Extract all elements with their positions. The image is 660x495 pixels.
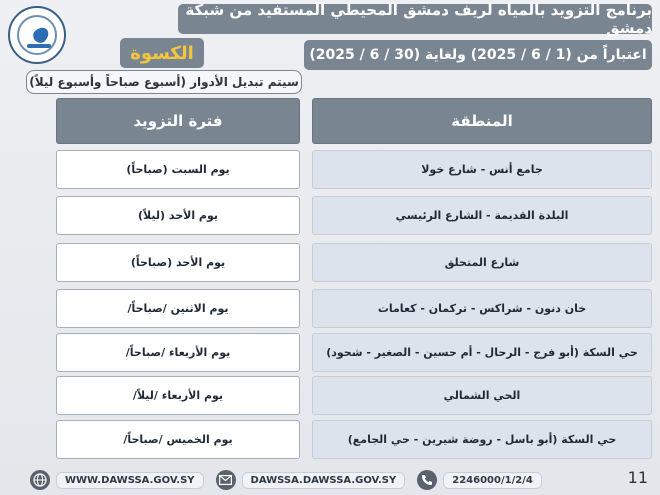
globe-icon [30,470,50,490]
period-cell: يوم الأحد (ليلاً) [56,196,300,235]
rotation-note: سيتم تبديل الأدوار (أسبوع صباحاً وأسبوع ليلاً) [26,70,302,94]
date-range: اعتباراً من (1 / 6 / 2025) ولغاية (30 / 6 / 2025) [304,40,652,70]
region-cell: خان دنون - شراكس - تركمان - كعامات [312,289,652,328]
region-cell: جامع أنس - شارع خولا [312,150,652,189]
period-cell: يوم السبت (صباحاً) [56,150,300,189]
region-cell: حي السكة (أبو باسل - روضة شيرين - حي الجامع) [312,420,652,459]
water-drop-icon [30,24,51,45]
phone-icon [417,470,437,490]
table-row [0,376,660,415]
period-column-header: فترة التزويد [56,98,300,144]
page-title: برنامج التزويد بالمياه لريف دمشق المحيطي المستفيد من شبكة دمشق [178,4,652,34]
footer-phone[interactable] [417,470,542,490]
period-cell: يوم الأربعاء /صباحاً/ [56,333,300,372]
region-cell: شارع المتحلق [312,243,652,282]
period-cell: يوم الخميس /صباحاً/ [56,420,300,459]
period-cell: يوم الأربعاء /ليلاً/ [56,376,300,415]
logo-ring [17,15,57,55]
footer-email[interactable] [216,470,406,490]
region-column-header: المنطقة [312,98,652,144]
table-row [0,243,660,282]
period-cell: يوم الاثنين /صباحاً/ [56,289,300,328]
region-cell: حي السكة (أبو فرج - الرحال - أم حسين - الصغير - شحود) [312,333,652,372]
table-row [0,289,660,328]
footer-website[interactable] [30,470,204,490]
region-cell: البلدة القديمة - الشارع الرئيسي [312,196,652,235]
water-authority-logo [8,6,66,64]
table-row [0,150,660,189]
footer [30,465,554,495]
email-text: DAWSSA.DAWSSA.GOV.SY [242,472,406,489]
area-badge: الكسوة [120,38,204,68]
table-row [0,420,660,459]
website-text: WWW.DAWSSA.GOV.SY [56,472,204,489]
region-cell: الحي الشمالي [312,376,652,415]
mail-icon [216,470,236,490]
page-number: 11 [627,468,648,487]
period-cell: يوم الأحد (صباحاً) [56,243,300,282]
table-row [0,196,660,235]
wave-icon [27,44,51,48]
phone-text: 2246000/1/2/4 [443,472,542,489]
table-row [0,333,660,372]
